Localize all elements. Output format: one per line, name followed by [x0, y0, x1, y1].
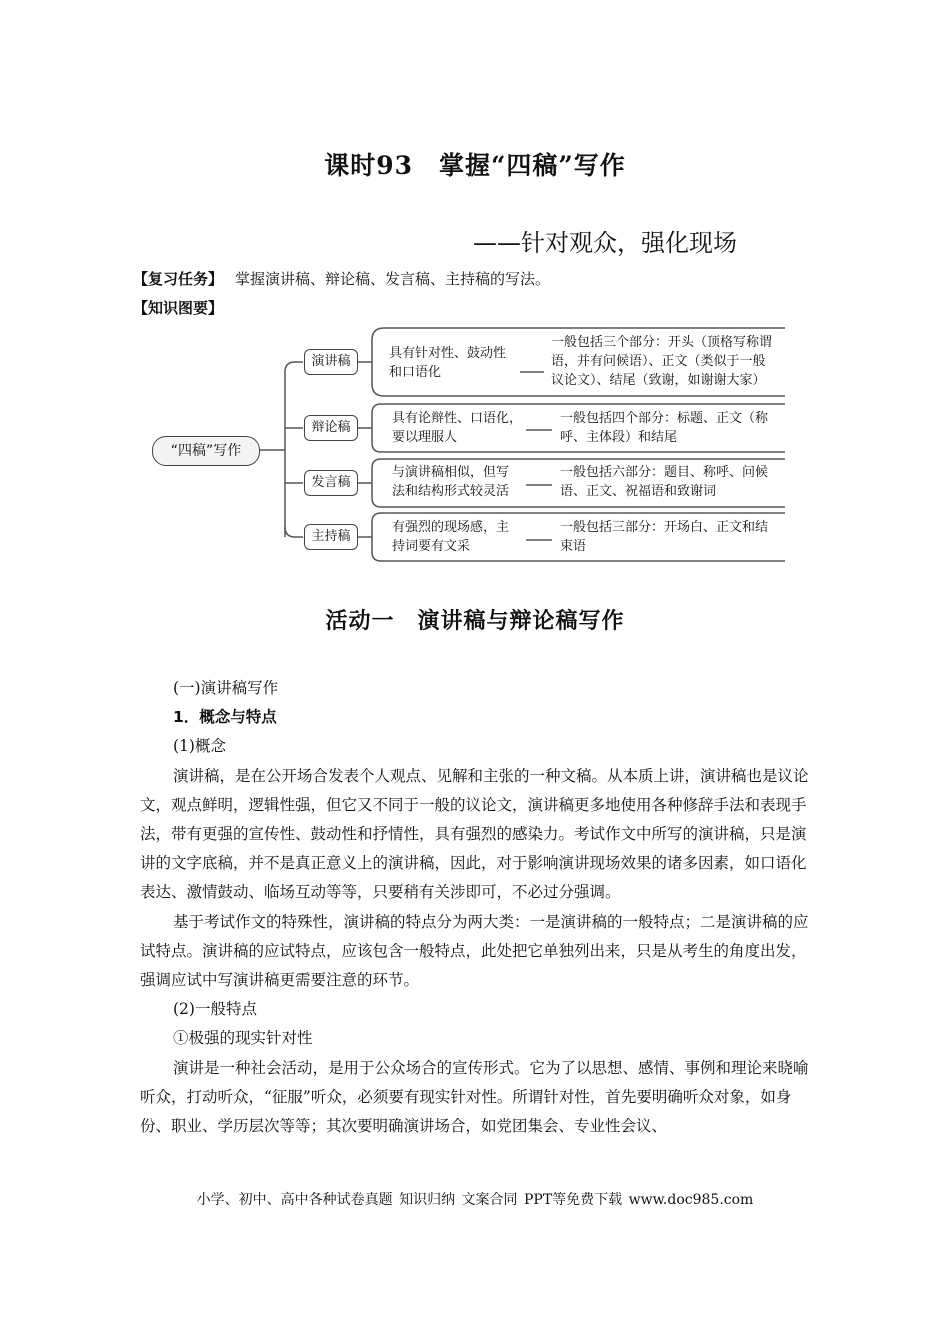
- page-subtitle: ——针对观众，强化现场: [473, 229, 737, 257]
- node-speech: 演讲稿: [304, 349, 358, 375]
- paragraph: 演讲是一种社会活动，是用于公众场合的宣传形式。它为了以思想、感情、事例和理论来晓喻听众，打动听众，“征服”听众，必须要有现实针对性。所谓针对性，首先要明确听众对象，如身份、职业、学历层次等等；其次要明确演讲场合，如党团集会、专业性会议、: [140, 1058, 809, 1136]
- node-debate: 辩论稿: [304, 415, 358, 441]
- page-title: 课时93 掌握“四稿”写作: [324, 151, 626, 180]
- knowledge-mindmap: [0, 0, 950, 600]
- paragraph: 演讲稿，是在公开场合发表个人观点、见解和主张的一种文稿。从本质上讲，演讲稿也是议论文，观点鲜明，逻辑性强，但它又不同于一般的议论文，演讲稿更多地使用各种修辞手法和表现手法，带有更强的宣传性、鼓动性和抒情性，具有强烈的感染力。考试作文中所写的演讲稿，只是演讲的文字底稿，并不是真正意义上的演讲稿，因此，对于影响演讲现场效果的诸多因素，如口语化表达、激情鼓动、临场互动等等，只要稍有关涉即可，不必过分强调。: [140, 766, 809, 902]
- feature-host: 有强烈的现场感，主 持词要有文采: [392, 520, 510, 554]
- knowledge-map-label: 【知识图要】: [133, 299, 224, 317]
- subpoint-heading: ①极强的现实针对性: [173, 1029, 313, 1048]
- section-heading: 活动一 演讲稿与辩论稿写作: [325, 608, 625, 634]
- feature-address: 与演讲稿相似，但写 法和结构形式较灵活: [392, 465, 510, 499]
- feature-debate: 具有论辩性、口语化， 要以理服人: [392, 411, 523, 445]
- subpoint-heading: (1)概念: [173, 737, 226, 756]
- node-host: 主持稿: [304, 524, 358, 550]
- parts-address: 一般包括六部分：题目、称呼、问候 语、正文、祝福语和致谢词: [560, 465, 769, 499]
- parts-speech: 一般包括三个部分：开头（顶格写称谓 语，并有问候语）、正文（类似于一般 议论文）、结尾（致谢，如谢谢大家）: [551, 335, 773, 388]
- review-label: 【复习任务】: [133, 270, 224, 288]
- mindmap-root: “四稿”写作: [152, 436, 260, 466]
- point-heading: 1．概念与特点: [173, 708, 277, 727]
- mindmap-lines: [0, 0, 950, 600]
- subpoint-heading: (2)一般特点: [173, 1000, 257, 1019]
- body-text: [140, 674, 812, 1141]
- page-footer: 小学、初中、高中各种试卷真题 知识归纳 文案合同 PPT等免费下载 www.doc985.com: [196, 1192, 754, 1208]
- parts-debate: 一般包括四个部分：标题、正文（称 呼、主体段）和结尾: [560, 411, 769, 445]
- feature-speech: 具有针对性、鼓动性 和口语化: [389, 346, 507, 380]
- parts-host: 一般包括三部分：开场白、正文和结 束语: [560, 520, 769, 554]
- review-text: 掌握演讲稿、辩论稿、发言稿、主持稿的写法。: [235, 270, 551, 288]
- node-address: 发言稿: [304, 470, 358, 496]
- paragraph: 基于考试作文的特殊性，演讲稿的特点分为两大类：一是演讲稿的一般特点；二是演讲稿的应试特点。演讲稿的应试特点，应该包含一般特点，此处把它单独列出来，只是从考生的角度出发，强调应试中写演讲稿更需要注意的环节。: [140, 912, 809, 990]
- subsection-heading: (一)演讲稿写作: [173, 679, 279, 697]
